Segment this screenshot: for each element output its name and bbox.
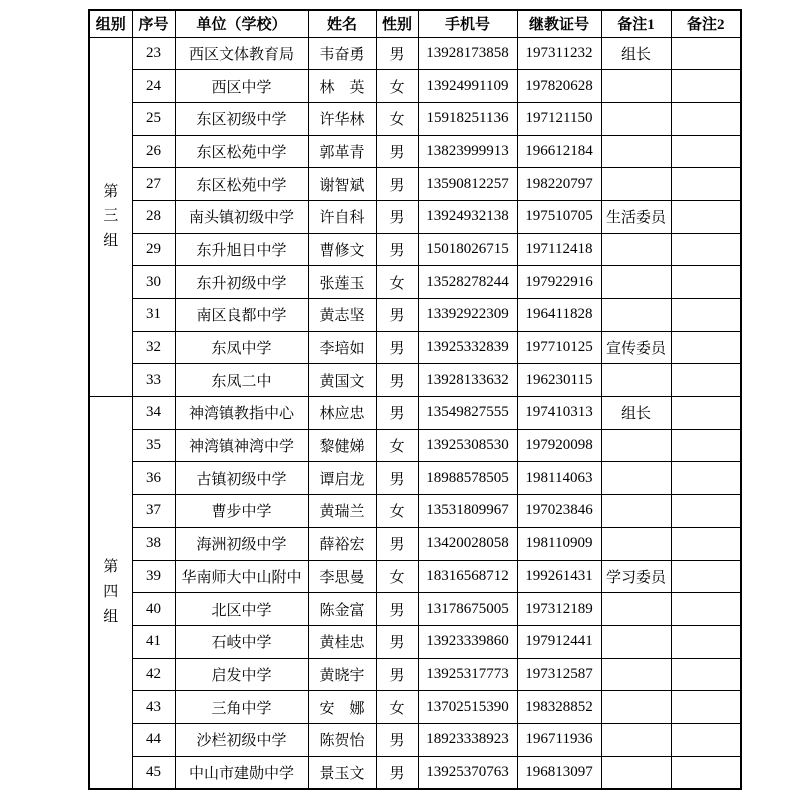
cell-phone: 13925317773: [418, 658, 517, 691]
cell-cert: 197510705: [517, 200, 601, 233]
group-label-char: 第: [103, 183, 119, 200]
cell-note1: [601, 527, 671, 560]
cell-gender: 男: [376, 135, 418, 168]
table-row: [89, 70, 741, 103]
cell-name: 黄志坚: [308, 299, 376, 332]
cell-unit: 中山市建勋中学: [175, 756, 308, 789]
table-row: [89, 397, 741, 430]
cell-note2: [671, 429, 741, 462]
cell-no: 29: [132, 233, 175, 266]
cell-gender: 男: [376, 723, 418, 756]
cell-note1: 生活委员: [601, 200, 671, 233]
cell-gender: 男: [376, 331, 418, 364]
cell-note2: [671, 168, 741, 201]
cell-phone: 18988578505: [418, 462, 517, 495]
cell-phone: 18316568712: [418, 560, 517, 593]
cell-name: 李培如: [308, 331, 376, 364]
cell-no: 25: [132, 102, 175, 135]
col-header-note1: 备注1: [601, 10, 671, 37]
table-row: [89, 625, 741, 658]
cell-name: 陈贺怡: [308, 723, 376, 756]
cell-gender: 男: [376, 397, 418, 430]
cell-cert: 198114063: [517, 462, 601, 495]
cell-no: 37: [132, 495, 175, 528]
cell-gender: 男: [376, 233, 418, 266]
cell-unit: 东凤二中: [175, 364, 308, 397]
cell-cert: 196813097: [517, 756, 601, 789]
cell-no: 41: [132, 625, 175, 658]
roster-table-container: [88, 9, 742, 790]
cell-name: 薛裕宏: [308, 527, 376, 560]
cell-note1: [601, 364, 671, 397]
cell-gender: 女: [376, 560, 418, 593]
table-row: [89, 527, 741, 560]
cell-name: 谭启龙: [308, 462, 376, 495]
cell-name: 谢智斌: [308, 168, 376, 201]
group-label-char: 组: [103, 608, 119, 625]
table-row: [89, 495, 741, 528]
cell-phone: 13420028058: [418, 527, 517, 560]
cell-no: 31: [132, 299, 175, 332]
table-row: [89, 37, 741, 70]
group-label-cell: [89, 37, 132, 397]
cell-name: 林 英: [308, 70, 376, 103]
cell-cert: 197112418: [517, 233, 601, 266]
group-label-char: 四: [103, 584, 119, 601]
cell-no: 34: [132, 397, 175, 430]
cell-phone: 13590812257: [418, 168, 517, 201]
cell-unit: 南区良都中学: [175, 299, 308, 332]
col-header-cert: 继教证号: [517, 10, 601, 37]
cell-no: 27: [132, 168, 175, 201]
cell-no: 44: [132, 723, 175, 756]
cell-cert: 197920098: [517, 429, 601, 462]
cell-note2: [671, 331, 741, 364]
cell-name: 许华林: [308, 102, 376, 135]
cell-unit: 神湾镇教指中心: [175, 397, 308, 430]
cell-note1: [601, 625, 671, 658]
cell-no: 32: [132, 331, 175, 364]
table-row: [89, 102, 741, 135]
cell-unit: 东凤中学: [175, 331, 308, 364]
cell-note2: [671, 625, 741, 658]
cell-unit: 西区文体教育局: [175, 37, 308, 70]
col-header-unit: 单位（学校）: [175, 10, 308, 37]
cell-phone: 13928173858: [418, 37, 517, 70]
cell-phone: 15018026715: [418, 233, 517, 266]
cell-gender: 女: [376, 70, 418, 103]
cell-cert: 197922916: [517, 266, 601, 299]
cell-phone: 13928133632: [418, 364, 517, 397]
cell-cert: 196612184: [517, 135, 601, 168]
cell-gender: 男: [376, 364, 418, 397]
cell-note2: [671, 200, 741, 233]
cell-phone: 18923338923: [418, 723, 517, 756]
group-label-char: 组: [103, 233, 119, 250]
cell-name: 曹修文: [308, 233, 376, 266]
cell-gender: 男: [376, 299, 418, 332]
cell-cert: 198328852: [517, 691, 601, 724]
cell-phone: 13923339860: [418, 625, 517, 658]
cell-note2: [671, 462, 741, 495]
cell-cert: 197912441: [517, 625, 601, 658]
table-row: [89, 299, 741, 332]
cell-note2: [671, 658, 741, 691]
cell-note1: [601, 658, 671, 691]
cell-unit: 华南师大中山附中: [175, 560, 308, 593]
cell-note2: [671, 135, 741, 168]
cell-gender: 男: [376, 37, 418, 70]
cell-unit: 神湾镇神湾中学: [175, 429, 308, 462]
cell-cert: 197312189: [517, 593, 601, 626]
cell-unit: 海洲初级中学: [175, 527, 308, 560]
cell-unit: 南头镇初级中学: [175, 200, 308, 233]
cell-no: 39: [132, 560, 175, 593]
cell-phone: 13528278244: [418, 266, 517, 299]
cell-name: 黎健娣: [308, 429, 376, 462]
cell-gender: 女: [376, 495, 418, 528]
cell-note2: [671, 299, 741, 332]
cell-no: 23: [132, 37, 175, 70]
col-header-group: 组别: [89, 10, 132, 37]
cell-gender: 女: [376, 102, 418, 135]
cell-gender: 男: [376, 527, 418, 560]
cell-gender: 男: [376, 625, 418, 658]
cell-cert: 197312587: [517, 658, 601, 691]
cell-note2: [671, 397, 741, 430]
table-row: [89, 135, 741, 168]
table-row: [89, 462, 741, 495]
cell-no: 42: [132, 658, 175, 691]
cell-cert: 197710125: [517, 331, 601, 364]
cell-cert: 197820628: [517, 70, 601, 103]
cell-phone: 13924991109: [418, 70, 517, 103]
header-row: [89, 10, 741, 37]
cell-name: 景玉文: [308, 756, 376, 789]
cell-no: 26: [132, 135, 175, 168]
cell-gender: 男: [376, 658, 418, 691]
cell-unit: 曹步中学: [175, 495, 308, 528]
cell-note2: [671, 756, 741, 789]
cell-name: 黄桂忠: [308, 625, 376, 658]
table-row: [89, 723, 741, 756]
cell-gender: 女: [376, 266, 418, 299]
cell-unit: 东升初级中学: [175, 266, 308, 299]
roster-body: [89, 37, 741, 789]
cell-gender: 女: [376, 429, 418, 462]
col-header-name: 姓名: [308, 10, 376, 37]
cell-note1: 宣传委员: [601, 331, 671, 364]
cell-gender: 男: [376, 593, 418, 626]
cell-unit: 古镇初级中学: [175, 462, 308, 495]
cell-name: 林应忠: [308, 397, 376, 430]
cell-cert: 197311232: [517, 37, 601, 70]
cell-unit: 东区初级中学: [175, 102, 308, 135]
cell-note2: [671, 37, 741, 70]
cell-name: 许自科: [308, 200, 376, 233]
cell-note2: [671, 527, 741, 560]
cell-no: 30: [132, 266, 175, 299]
table-row: [89, 658, 741, 691]
cell-name: 安 娜: [308, 691, 376, 724]
cell-unit: 东升旭日中学: [175, 233, 308, 266]
table-row: [89, 168, 741, 201]
cell-phone: 13392922309: [418, 299, 517, 332]
cell-name: 陈金富: [308, 593, 376, 626]
cell-cert: 196230115: [517, 364, 601, 397]
cell-note1: [601, 429, 671, 462]
cell-gender: 男: [376, 168, 418, 201]
cell-cert: 197121150: [517, 102, 601, 135]
cell-cert: 198110909: [517, 527, 601, 560]
cell-unit: 三角中学: [175, 691, 308, 724]
cell-unit: 北区中学: [175, 593, 308, 626]
table-row: [89, 429, 741, 462]
cell-cert: 197410313: [517, 397, 601, 430]
group-label-char: 三: [103, 208, 119, 225]
cell-gender: 男: [376, 200, 418, 233]
cell-cert: 197023846: [517, 495, 601, 528]
cell-note1: [601, 462, 671, 495]
cell-unit: 西区中学: [175, 70, 308, 103]
roster-table: [88, 9, 742, 790]
col-header-gender: 性别: [376, 10, 418, 37]
cell-note1: [601, 266, 671, 299]
cell-note1: [601, 168, 671, 201]
cell-note2: [671, 723, 741, 756]
cell-unit: 沙栏初级中学: [175, 723, 308, 756]
cell-note2: [671, 102, 741, 135]
cell-phone: 13925308530: [418, 429, 517, 462]
table-row: [89, 233, 741, 266]
cell-no: 38: [132, 527, 175, 560]
cell-phone: 13178675005: [418, 593, 517, 626]
table-row: [89, 560, 741, 593]
cell-phone: 15918251136: [418, 102, 517, 135]
cell-gender: 男: [376, 462, 418, 495]
group-label-char: 第: [103, 559, 119, 576]
cell-note1: [601, 691, 671, 724]
table-row: [89, 266, 741, 299]
cell-no: 40: [132, 593, 175, 626]
cell-gender: 男: [376, 756, 418, 789]
cell-name: 黄国文: [308, 364, 376, 397]
cell-note2: [671, 691, 741, 724]
cell-unit: 启发中学: [175, 658, 308, 691]
cell-cert: 196411828: [517, 299, 601, 332]
cell-phone: 13925332839: [418, 331, 517, 364]
cell-unit: 石岐中学: [175, 625, 308, 658]
cell-note2: [671, 266, 741, 299]
cell-note2: [671, 560, 741, 593]
cell-no: 45: [132, 756, 175, 789]
cell-note1: 组长: [601, 37, 671, 70]
table-row: [89, 756, 741, 789]
cell-name: 韦奋勇: [308, 37, 376, 70]
table-row: [89, 331, 741, 364]
cell-note2: [671, 495, 741, 528]
cell-note1: [601, 756, 671, 789]
cell-note1: [601, 593, 671, 626]
cell-phone: 13924932138: [418, 200, 517, 233]
cell-phone: 13702515390: [418, 691, 517, 724]
cell-note1: [601, 135, 671, 168]
cell-no: 43: [132, 691, 175, 724]
cell-unit: 东区松苑中学: [175, 168, 308, 201]
cell-note1: 学习委员: [601, 560, 671, 593]
col-header-phone: 手机号: [418, 10, 517, 37]
cell-name: 黄瑞兰: [308, 495, 376, 528]
cell-cert: 198220797: [517, 168, 601, 201]
cell-note1: 组长: [601, 397, 671, 430]
col-header-note2: 备注2: [671, 10, 741, 37]
cell-note1: [601, 299, 671, 332]
cell-phone: 13549827555: [418, 397, 517, 430]
cell-note1: [601, 495, 671, 528]
col-header-no: 序号: [132, 10, 175, 37]
cell-note1: [601, 102, 671, 135]
cell-gender: 女: [376, 691, 418, 724]
cell-note2: [671, 233, 741, 266]
table-row: [89, 691, 741, 724]
cell-note1: [601, 723, 671, 756]
cell-name: 张莲玉: [308, 266, 376, 299]
cell-phone: 13823999913: [418, 135, 517, 168]
table-row: [89, 593, 741, 626]
cell-no: 28: [132, 200, 175, 233]
cell-cert: 196711936: [517, 723, 601, 756]
cell-note1: [601, 70, 671, 103]
cell-name: 郭革青: [308, 135, 376, 168]
cell-name: 黄晓宇: [308, 658, 376, 691]
roster-header: [89, 10, 741, 37]
cell-note2: [671, 593, 741, 626]
table-row: [89, 200, 741, 233]
group-label-cell: [89, 397, 132, 789]
cell-no: 36: [132, 462, 175, 495]
cell-no: 24: [132, 70, 175, 103]
cell-note2: [671, 364, 741, 397]
table-row: [89, 364, 741, 397]
cell-phone: 13531809967: [418, 495, 517, 528]
cell-no: 35: [132, 429, 175, 462]
cell-cert: 199261431: [517, 560, 601, 593]
cell-unit: 东区松苑中学: [175, 135, 308, 168]
cell-phone: 13925370763: [418, 756, 517, 789]
cell-note2: [671, 70, 741, 103]
cell-note1: [601, 233, 671, 266]
cell-no: 33: [132, 364, 175, 397]
cell-name: 李思曼: [308, 560, 376, 593]
